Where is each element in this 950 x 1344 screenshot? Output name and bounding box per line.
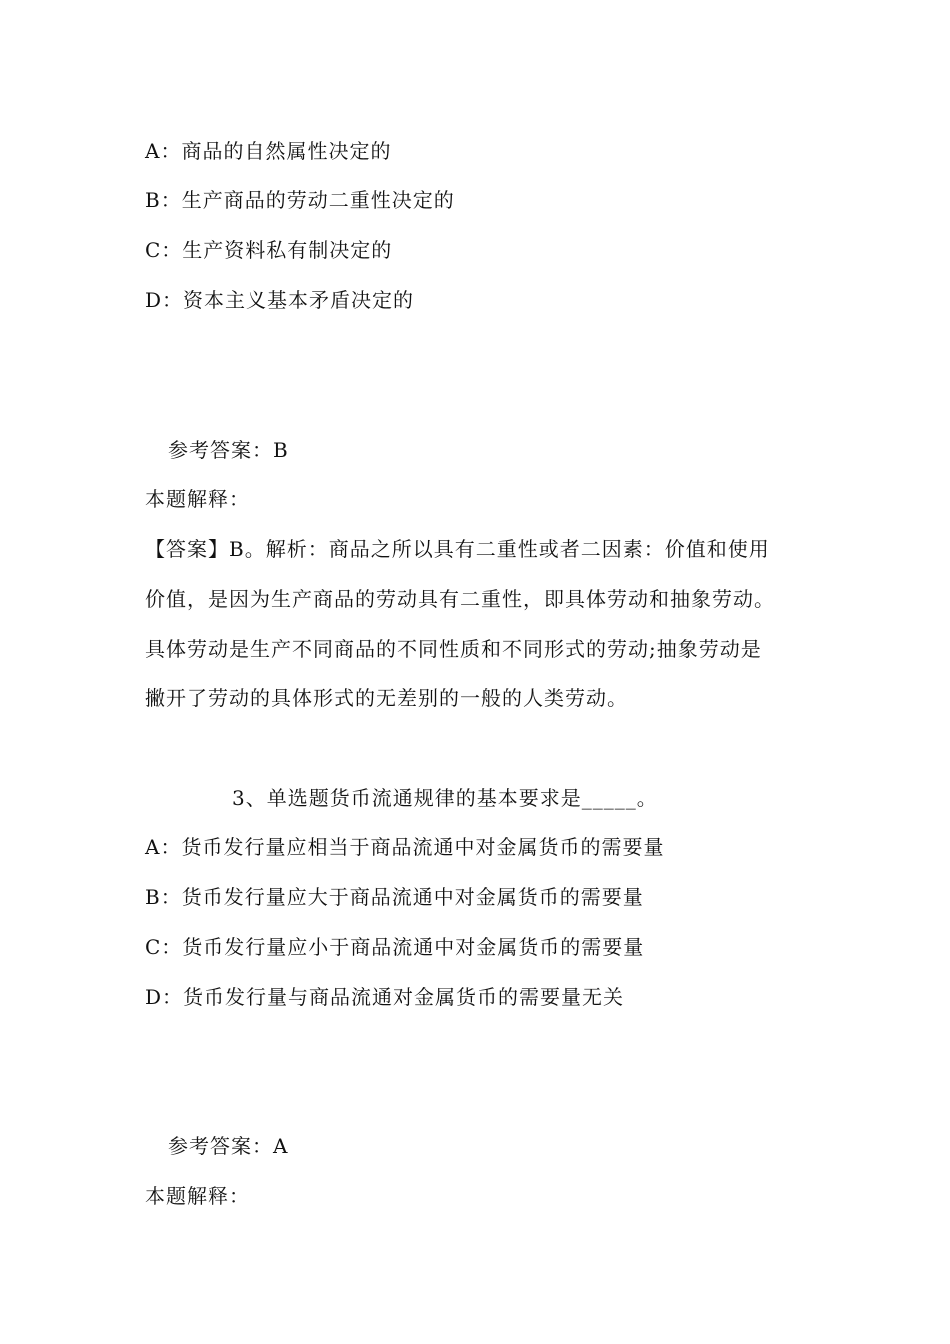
q2-explanation-title: 本题解释： — [145, 487, 250, 511]
q2-option-d: D：资本主义基本矛盾决定的 — [145, 288, 415, 312]
q2-explanation-line-3: 具体劳动是生产不同商品的不同性质和不同形式的劳动;抽象劳动是 — [145, 637, 762, 661]
q3-option-c: C：货币发行量应小于商品流通中对金属货币的需要量 — [145, 935, 645, 959]
q3-option-a: A：货币发行量应相当于商品流通中对金属货币的需要量 — [145, 835, 665, 859]
q3-question: 3、单选题货币流通规律的基本要求是_____。 — [232, 786, 658, 810]
q2-explanation-line-2: 价值，是因为生产商品的劳动具有二重性，即具体劳动和抽象劳动。 — [145, 587, 775, 611]
q3-explanation-title: 本题解释： — [145, 1184, 250, 1208]
q2-option-c: C：生产资料私有制决定的 — [145, 238, 393, 262]
q2-explanation-line-4: 撇开了劳动的具体形式的无差别的一般的人类劳动。 — [145, 686, 628, 710]
q3-option-b: B：货币发行量应大于商品流通中对金属货币的需要量 — [145, 885, 644, 909]
q3-reference-answer: 参考答案：A — [168, 1134, 289, 1158]
q2-option-a: A：商品的自然属性决定的 — [145, 139, 392, 163]
q3-option-d: D：货币发行量与商品流通对金属货币的需要量无关 — [145, 985, 625, 1009]
q2-explanation-line-1: 【答案】B。解析：商品之所以具有二重性或者二因素：价值和使用 — [145, 537, 770, 561]
q2-reference-answer: 参考答案：B — [168, 438, 289, 462]
q2-option-b: B：生产商品的劳动二重性决定的 — [145, 188, 455, 212]
